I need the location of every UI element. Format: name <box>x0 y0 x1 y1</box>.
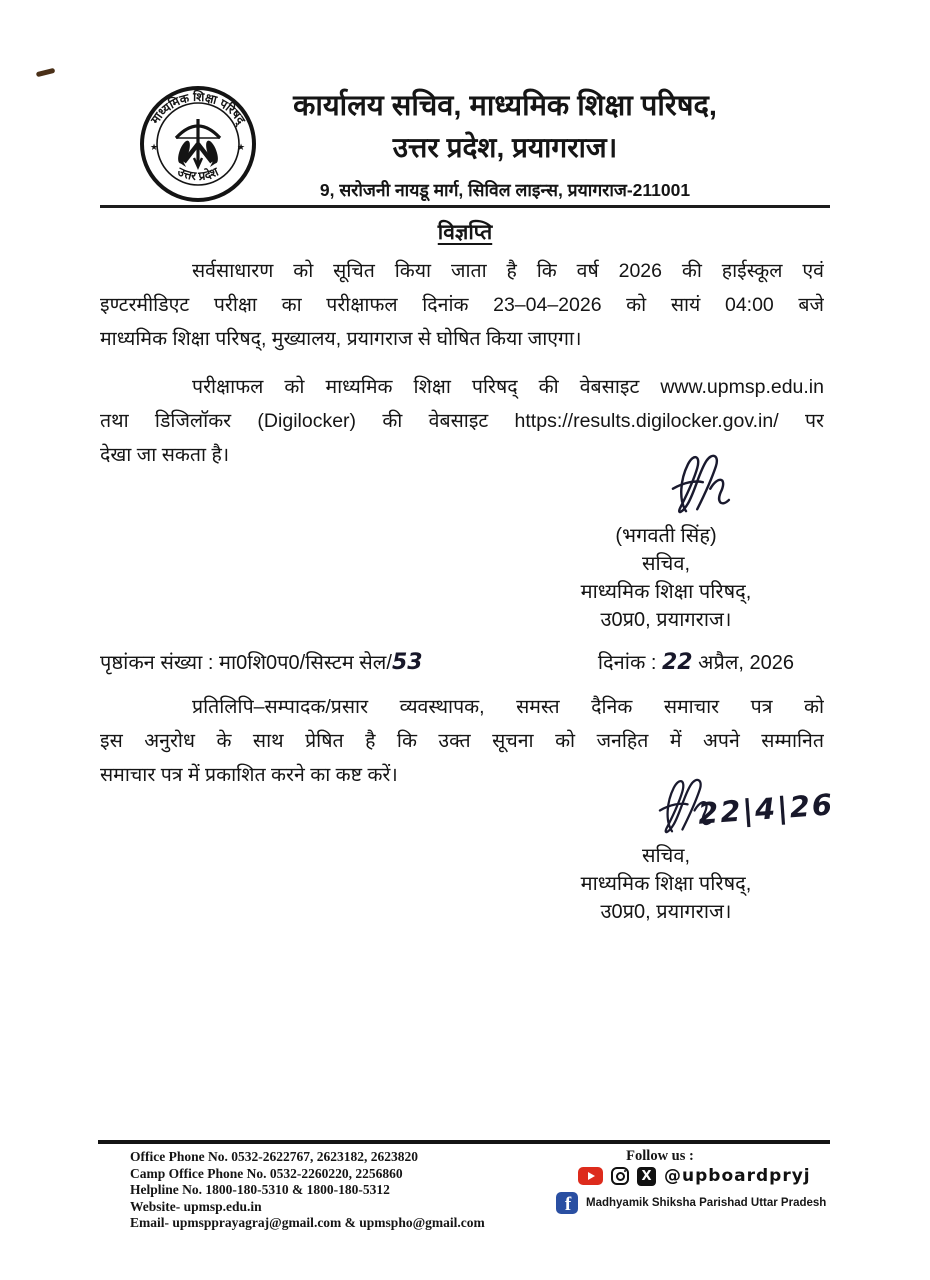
footer-contact-line: Camp Office Phone No. 0532-2260220, 2256860 <box>130 1165 403 1181</box>
copy-note-line: इस अनुरोध के साथ प्रेषित है कि उक्त सूचना को जनहित में अपने सम्मानित <box>100 730 824 752</box>
footer-divider <box>98 1140 830 1144</box>
endorsement-date-day: 22 <box>661 650 693 675</box>
facebook-icon <box>556 1192 578 1214</box>
endorsement-date <box>598 648 794 675</box>
footer-contact-line: Email- upmspprayagraj@gmail.com & upmspho@gmail.com <box>130 1215 485 1230</box>
org-name-line2: उत्तर प्रदेश, प्रयागराज। <box>392 132 618 163</box>
instagram-icon <box>611 1167 629 1185</box>
signatory-designation: सचिव, <box>641 553 691 575</box>
youtube-icon <box>578 1167 603 1185</box>
endorsement-row <box>100 648 794 675</box>
copy-note-line: समाचार पत्र में प्रकाशित करने का कष्ट करें। <box>100 764 398 786</box>
endorsement-date-rest: अप्रैल, 2026 <box>692 652 794 674</box>
facebook-page-name: Madhyamik Shiksha Parishad Uttar Pradesh <box>586 1197 827 1209</box>
notice-title: विज्ञप्ति <box>437 221 493 244</box>
signature-block-1 <box>540 452 792 634</box>
signatory-designation: सचिव, <box>641 845 691 867</box>
social-icons-row <box>578 1166 811 1186</box>
org-name-line1: कार्यालय सचिव, माध्यमिक शिक्षा परिषद, <box>293 90 717 122</box>
notice-line: परीक्षाफल को माध्यमिक शिक्षा परिषद् की वेबसाइट www.upmsp.edu.in <box>192 376 824 398</box>
instagram-lens <box>616 1172 625 1181</box>
follow-us-label: Follow us : <box>626 1148 694 1164</box>
signatory-organization: माध्यमिक शिक्षा परिषद्, <box>580 873 752 895</box>
footer-contact-line: Office Phone No. 0532-2622767, 2623182, 2623820 <box>130 1149 418 1164</box>
endorsement-number-label: पृष्ठांकन संख्या : मा0शि0प0/सिस्टम सेल/ <box>100 652 392 674</box>
board-seal-logo <box>128 84 268 204</box>
copy-note-line: प्रतिलिपि–सम्पादक/प्रसार व्यवस्थापक, समस्त दैनिक समाचार पत्र को <box>192 696 824 718</box>
header-divider <box>100 205 830 208</box>
org-address: 9, सरोजनी नायडू मार्ग, सिविल लाइन्स, प्रयागराज-211001 <box>319 180 691 200</box>
footer-contact-line: Helpline No. 1800-180-5310 & 1800-180-5312 <box>130 1182 390 1197</box>
endorsement-number-value: 53 <box>391 650 423 675</box>
footer-contact-line: Website- upmsp.edu.in <box>130 1198 262 1214</box>
seal-star-right: ★ <box>237 142 246 152</box>
pen-mark <box>36 68 56 77</box>
notice-line: देखा जा सकता है। <box>100 444 230 466</box>
facebook-row <box>556 1192 826 1214</box>
endorsement-number <box>100 648 423 675</box>
footer-contact-block <box>130 1149 485 1232</box>
signatory-name: (भगवती सिंह) <box>615 525 717 547</box>
signatory-place: उ0प्र0, प्रयागराज। <box>600 901 732 923</box>
signatory-organization: माध्यमिक शिक्षा परिषद्, <box>580 581 752 603</box>
notice-paragraph-1 <box>100 254 824 356</box>
handwritten-date: 22|4|26 <box>696 787 836 831</box>
endorsement-date-label: दिनांक : <box>597 652 662 674</box>
seal-emblem <box>176 119 221 167</box>
signatory-place: उ0प्र0, प्रयागराज। <box>600 609 732 631</box>
seal-top-text: माध्यमिक शिक्षा परिषद् <box>147 89 249 127</box>
notice-line: सर्वसाधारण को सूचित किया जाता है कि वर्ष 2026 की हाईस्कूल एवं <box>192 260 824 282</box>
notice-line: इण्टरमीडिएट परीक्षा का परीक्षाफल दिनांक 23–04–2026 को सायं 04:00 बजे <box>100 294 824 316</box>
seal-star-left: ★ <box>150 142 159 152</box>
signature-ink <box>658 450 742 520</box>
notice-line: तथा डिजिलॉकर (Digilocker) की वेबसाइट https://results.digilocker.gov.in/ पर <box>100 410 824 432</box>
x-icon <box>637 1167 656 1186</box>
seal-bottom-text: उत्तर प्रदेश <box>175 164 221 184</box>
social-handle: @upboardpryj <box>664 1166 811 1186</box>
signature-block-2 <box>540 772 836 926</box>
notice-line: माध्यमिक शिक्षा परिषद्, मुख्यालय, प्रयागराज से घोषित किया जाएगा। <box>100 328 582 350</box>
